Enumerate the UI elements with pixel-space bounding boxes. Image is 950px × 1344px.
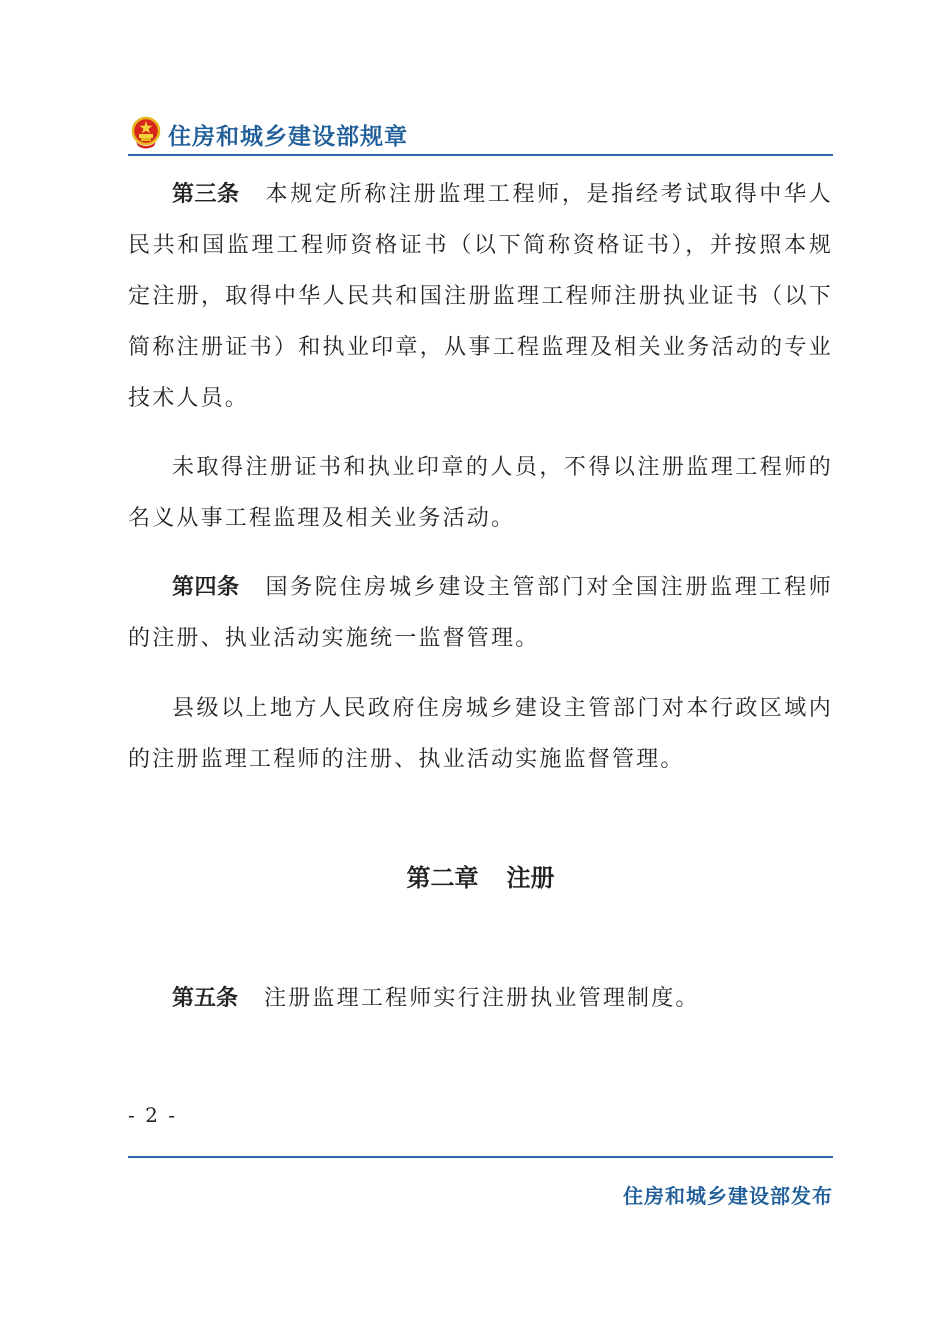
chapter-heading xyxy=(128,858,833,893)
header-title: 住房和城乡建设部规章 xyxy=(168,124,408,150)
footer-publisher: 住房和城乡建设部发布 xyxy=(623,1184,833,1208)
article-3-label: 第三条 xyxy=(172,182,240,207)
footer-divider xyxy=(128,1156,833,1158)
article-4-text-1: 国务院住房城乡建设主管部门对全国注册监理工程师的注册、执业活动实施统一监督管理。 xyxy=(128,575,833,651)
article-3-paragraph-1 xyxy=(128,169,833,424)
chapter-number: 第二章 xyxy=(406,864,479,892)
article-3-paragraph-2 xyxy=(128,442,833,544)
article-5-text-1: 注册监理工程师实行注册执业管理制度。 xyxy=(264,986,700,1011)
header-divider xyxy=(128,154,833,156)
article-4-text-2: 县级以上地方人民政府住房城乡建设主管部门对本行政区域内的注册监理工程师的注册、执业活动实施监督管理。 xyxy=(128,696,833,772)
national-emblem-icon xyxy=(130,116,162,150)
chapter-title: 注册 xyxy=(506,864,555,892)
article-3-text-2: 未取得注册证书和执业印章的人员，不得以注册监理工程师的名义从事工程监理及相关业务活动。 xyxy=(128,455,833,531)
page-header xyxy=(128,112,833,156)
article-3-text-1: 本规定所称注册监理工程师，是指经考试取得中华人民共和国监理工程师资格证书（以下简称资格证书），并按照本规定注册，取得中华人民共和国注册监理工程师注册执业证书（以下简称注册证书）和执业印章，从事工程监理及相关业务活动的专业技术人员。 xyxy=(128,182,833,411)
article-4-paragraph-2 xyxy=(128,683,833,785)
article-4-label: 第四条 xyxy=(172,575,240,600)
article-5-label: 第五条 xyxy=(172,986,239,1011)
page-number: - 2 - xyxy=(128,1103,177,1127)
article-4-paragraph-1 xyxy=(128,562,833,664)
article-5-paragraph-1 xyxy=(128,973,833,1024)
